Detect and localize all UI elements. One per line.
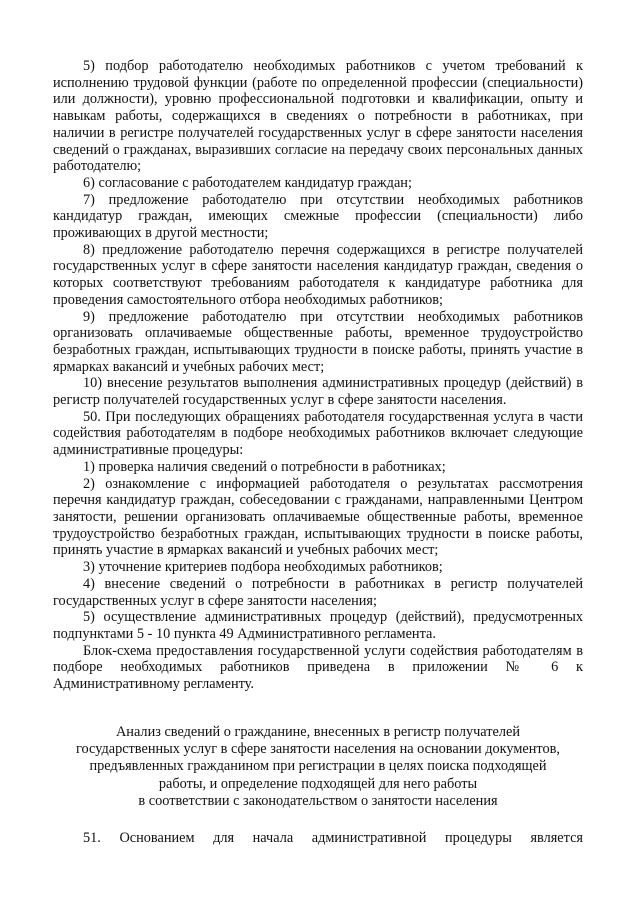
- paragraph-item-10: 10) внесение результатов выполнения административных процедур (действий) в регистр получателей государственных услуг в сфере занятости населения.: [53, 375, 583, 409]
- paragraph-sub-4: 4) внесение сведений о потребности в работниках в регистр получателей государственных услуг в сфере занятости населения;: [53, 575, 583, 609]
- paragraph-clause-51: 51. Основанием для начала административной процедуры является: [83, 830, 583, 847]
- paragraph-item-5: 5) подбор работодателю необходимых работников с учетом требований к исполнению трудовой функции (работе по определенной профессии (специальности) или должности), уровню профессиональной подготовки и квалификации, опыту и навыкам работы, содержащихся в сведениях о потребности в работниках, при наличии в регистре получателей государственных услуг в сфере занятости населения сведений о гражданах, выразивших согласие на передачу своих персональных данных работодателю;: [53, 58, 583, 175]
- paragraph-clause-50: 50. При последующих обращениях работодателя государственная услуга в части содействия работодателям в подборе необходимых работников включает следующие административные процедуры:: [53, 408, 583, 459]
- heading-line: в соответствии с законодательством о занятости населения: [138, 792, 498, 809]
- paragraph-sub-3: 3) уточнение критериев подбора необходимых работников;: [83, 559, 443, 576]
- paragraph-sub-5: 5) осуществление административных процедур (действий), предусмотренных подпунктами 5 - 10 пункта 49 Административного регламента.: [53, 609, 583, 642]
- heading-line: государственных услуг в сфере занятости населения на основании документов,: [76, 741, 560, 758]
- paragraph-block-scheme: Блок-схема предоставления государственной услуги содействия работодателям в подборе необходимых работников приведена в приложении № 6 к Административному регламенту.: [53, 642, 583, 693]
- heading-line: предъявленных гражданином при регистрации в целях поиска подходящей: [89, 758, 547, 775]
- heading-line: Анализ сведений о гражданине, внесенных в регистр получателей: [115, 723, 520, 740]
- paragraph-sub-1: 1) проверка наличия сведений о потребности в работниках;: [83, 458, 446, 475]
- paragraph-item-8: 8) предложение работодателю перечня содержащихся в регистре получателей государственных услуг в сфере занятости населения кандидатур граждан, сведения о которых соответствуют требованиям работодателя к кандидатуре работника для проведения самостоятельного отбора необходимых работников;: [53, 241, 583, 308]
- paragraph-item-7: 7) предложение работодателю при отсутствии необходимых работников кандидатур граждан, имеющих смежные профессии (специальности) либо проживающих в другой местности;: [53, 191, 583, 242]
- paragraph-sub-2: 2) ознакомление с информацией работодателя о результатах рассмотрения перечня кандидатур граждан, собеседовании с гражданами, направленными Центром занятости, решении организовать оплачиваемые общественные работы, временное трудоустройство безработных граждан, испытывающих трудности в поиске работы, принять участие в ярмарках вакансий и учебных рабочих мест;: [53, 475, 583, 559]
- section-heading: [53, 724, 583, 810]
- paragraph-item-6: 6) согласование с работодателем кандидатур граждан;: [83, 174, 412, 191]
- paragraph-item-9: 9) предложение работодателю при отсутствии необходимых работников организовать оплачиваемые общественные работы, временное трудоустройство безработных граждан, испытывающих трудности в поиске работы, принять участие в ярмарках вакансий и учебных рабочих мест;: [53, 308, 583, 375]
- document-page: [53, 58, 583, 847]
- heading-line: работы, и определение подходящей для него работы: [158, 775, 478, 792]
